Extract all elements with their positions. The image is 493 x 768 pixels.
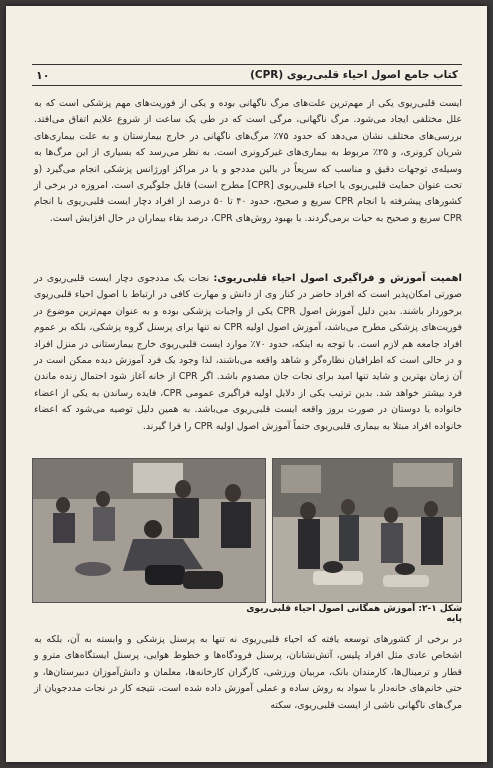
figure-cpr-training <box>32 458 462 601</box>
book-page <box>6 6 487 762</box>
paragraph-importance <box>34 271 462 435</box>
page-header <box>32 64 462 86</box>
training-photo-classroom <box>32 458 266 603</box>
paragraph-intro: ایست قلبی‌ریوی یکی از مهم‌ترین علت‌های مرگ ناگهانی بوده و یکی از فوریت‌های مهم پزشکی است که به علل مختلفی ایجاد می‌شود. مرگ ناگهانی، مرگی است که در طی یک ساعت از شروع علایم اتفاق می‌افتد. بررسی‌های مختلف نشان می‌دهد که حدود ۷۵٪ مرگ‌های ناگهانی در خارج بیمارستان و به علت بیماری‌های شریان کرونری، و ۲۵٪ مربوط به بیماری‌های غیرکرونری است. به نظر می‌رسد که بسیاری از این مرگ‌ها به وسیله‌ی توجهات دقیق و مناسب که سریعاً در بالین مددجو و یا در مراکز اورژانس پزشکی انجام می‌گیرد (و تحت عنوان حمایت قلبی‌ریوی یا احیاء قلبی‌ریوی [CPR] مطرح است) قابل جلوگیری است. امروزه در برخی از کشورهای پیشرفته با انجام CPR سریع و صحیح، حدود ۴۰ تا ۵۰ درصد از افراد دچار ایست قلبی‌ریوی با انجام CPR سریع و صحیح به حیات برمی‌گردند. با بهبود روش‌های CPR، درصد بقاء بیماران در حال افزایش است. <box>34 98 463 224</box>
training-photo-gym <box>272 458 462 603</box>
figure-caption: شکل ۱-۲: آموزش همگانی اصول احیاء قلبی‌ریوی پایه <box>246 604 462 624</box>
paragraph-developed-countries: در برخی از کشورهای توسعه یافته که احیاء قلبی‌ریوی نه تنها به پرسنل پزشکی و وابسته به آن، بلکه به اشخاص عادی مثل افراد پلیس، آتش‌نشانان، پرسنل فرودگاه‌ها و خطوط هوایی، پرسنل ایستگاه‌های مترو و قطار و ترمینال‌ها، کارمندان بانک، مربیان ورزشی، کارگران کارخانه‌ها، معلمان و دانش‌آموزان دبیرستان‌ها، و حتی خانم‌های خانه‌دار با سواد به روش ساده و عملی آموزش داده شده است، نتیجه کار در نجات مددجویان از مرگ‌های ناگهانی ناشی از ایست قلبی‌ریوی، سکته <box>34 634 462 711</box>
section-heading: اهمیت آموزش و فراگیری اصول احیاء قلبی‌ریوی: <box>213 273 462 284</box>
page-number: ۱۰ <box>36 68 50 82</box>
chapter-title: کتاب جامع اصول احیاء قلبی‌ریوی (CPR) <box>250 69 458 81</box>
section-body: نجات یک مددجوی دچار ایست قلبی‌ریوی در صورتی امکان‌پذیر است که افراد حاضر در کنار وی از دانش و مهارت کافی در ارتباط با اصول احیاء قلبی‌ریوی برخوردار باشند. بدین دلیل آموزش اصول CPR یکی از واجبات پزشکی بوده و به عنوان مهم‌ترین موضوع در فوریت‌های پزشکی مطرح می‌باشد، آموزش اصول اولیه CPR نه تنها برای پرسنل گروه پزشکی، بلکه بر عموم افراد جامعه هم لازم است. با توجه به اینکه، حدود ۷۰٪ موارد ایست قلبی‌ریوی خارج بیمارستانی در منزل افراد و در حالی است که اطرافیان نظاره‌گر و شاهد واقعه می‌باشند، لذا وجود یک فرد آموزش دیده ممکن است در آن زمان بهترین و شاید تنها امید برای نجات جان مصدوم باشد. اگر CPR از خانه آغاز شود احتمال زنده ماندن فرد بیشتر خواهد شد. بدین ترتیب یکی از دلایل اولیه فراگیری عمومی CPR، فایده رساندن به یکی از اعضاء خانواده یا دوستان در صورت بروز واقعه ایست قلبی‌ریوی می‌باشد. به همین دلیل توصیه می‌شود که اعضاء خانواده افراد مبتلا به بیماری قلبی‌ریوی حتماً آموزش اصول اولیه CPR را فرا گیرند. <box>34 273 463 432</box>
